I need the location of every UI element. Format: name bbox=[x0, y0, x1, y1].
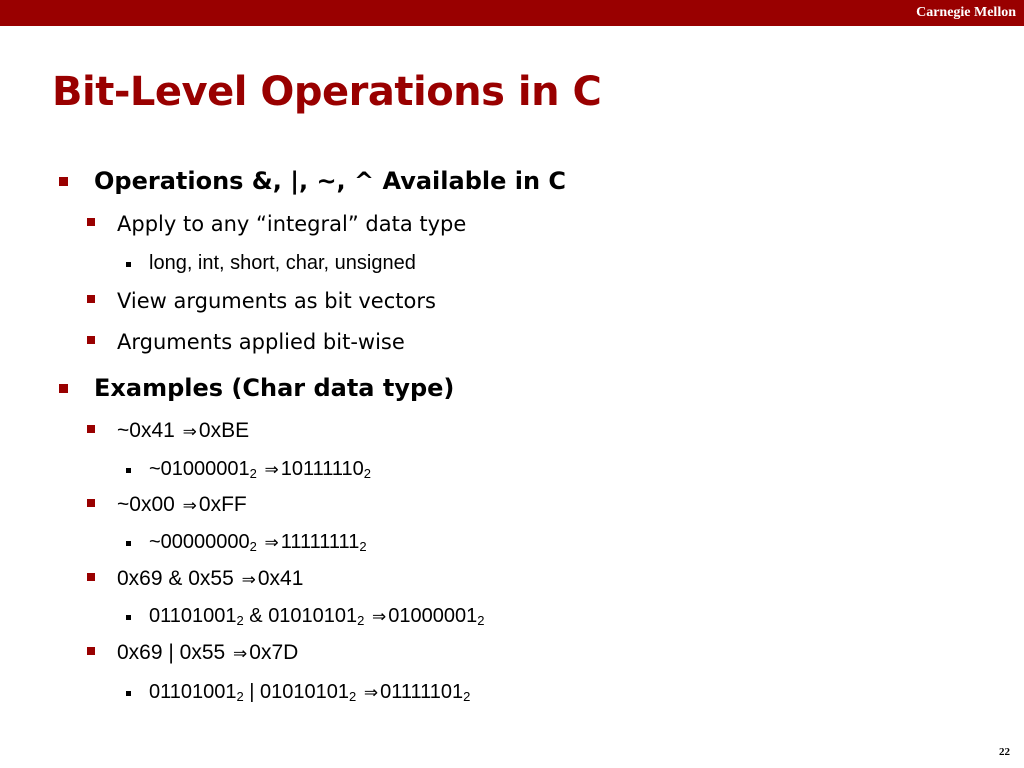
small-square-bullet-icon bbox=[126, 468, 131, 473]
base-subscript: 2 bbox=[349, 689, 357, 704]
example-4-binary-op: | bbox=[243, 681, 261, 703]
bullet-operations bbox=[94, 166, 566, 196]
example-3-binary-rhs: 01000001 bbox=[388, 605, 478, 627]
arrow-icon: ⇒ bbox=[233, 644, 248, 664]
small-square-bullet-icon bbox=[126, 615, 131, 620]
example-2-rhs: 0xFF bbox=[198, 493, 247, 516]
bullet-types-text: long, int, short, char, unsigned bbox=[149, 252, 416, 274]
base-subscript: 2 bbox=[477, 613, 485, 628]
square-bullet-icon bbox=[87, 336, 95, 344]
bullet-examples-text: Examples (Char data type) bbox=[94, 374, 455, 402]
bullet-apply bbox=[117, 211, 466, 237]
example-3-lhs: 0x69 & 0x55 bbox=[117, 567, 234, 590]
example-2-lhs: ~0x00 bbox=[117, 493, 175, 516]
example-2 bbox=[117, 492, 247, 519]
example-4-binary-rhs: 01111101 bbox=[380, 681, 464, 703]
bullet-examples bbox=[94, 373, 454, 403]
example-2-binary bbox=[149, 530, 367, 555]
arrow-icon: ⇒ bbox=[264, 533, 279, 553]
example-3-rhs: 0x41 bbox=[257, 567, 304, 590]
example-2-binary-rhs: 11111111 bbox=[280, 531, 360, 553]
example-4-rhs: 0x7D bbox=[249, 641, 299, 664]
page-number: 22 bbox=[999, 746, 1010, 758]
example-3-binary-op: & bbox=[243, 605, 269, 627]
base-subscript: 2 bbox=[236, 689, 244, 704]
example-3-binary-a: 01101001 bbox=[149, 605, 237, 627]
arrow-icon: ⇒ bbox=[241, 570, 256, 590]
base-subscript: 2 bbox=[249, 539, 257, 554]
square-bullet-icon bbox=[87, 573, 95, 581]
example-4-lhs: 0x69 | 0x55 bbox=[117, 641, 226, 664]
slide-title: Bit-Level Operations in C bbox=[52, 69, 602, 115]
base-subscript: 2 bbox=[236, 613, 244, 628]
base-subscript: 2 bbox=[359, 539, 367, 554]
bullet-view-text: View arguments as bit vectors bbox=[117, 289, 436, 313]
example-3-binary bbox=[149, 604, 484, 629]
base-subscript: 2 bbox=[249, 466, 257, 481]
example-1 bbox=[117, 418, 249, 445]
square-bullet-icon bbox=[87, 295, 95, 303]
base-subscript: 2 bbox=[463, 689, 471, 704]
bullet-operations-text: Operations &, |, ~, ^ Available in C bbox=[94, 167, 567, 195]
arrow-icon: ⇒ bbox=[182, 496, 197, 516]
example-2-binary-lhs: ~00000000 bbox=[149, 531, 250, 553]
arrow-icon: ⇒ bbox=[363, 683, 379, 703]
base-subscript: 2 bbox=[357, 613, 365, 628]
small-square-bullet-icon bbox=[126, 691, 131, 696]
example-1-binary bbox=[149, 457, 371, 482]
small-square-bullet-icon bbox=[126, 262, 131, 267]
bullet-types bbox=[149, 251, 416, 275]
bullet-bitwise bbox=[117, 329, 405, 355]
square-bullet-icon bbox=[87, 218, 95, 226]
bullet-bitwise-text: Arguments applied bit-wise bbox=[117, 330, 405, 354]
example-1-binary-lhs: ~01000001 bbox=[149, 458, 250, 480]
example-1-rhs: 0xBE bbox=[198, 419, 250, 442]
example-1-binary-rhs: 10111110 bbox=[280, 458, 364, 480]
header-bar bbox=[0, 0, 1024, 26]
base-subscript: 2 bbox=[363, 466, 371, 481]
bullet-view bbox=[117, 288, 436, 314]
square-bullet-icon bbox=[59, 384, 68, 393]
brand-label: Carnegie Mellon bbox=[916, 5, 1016, 20]
bullet-apply-text: Apply to any “integral” data type bbox=[117, 212, 467, 236]
arrow-icon: ⇒ bbox=[371, 607, 387, 627]
example-1-lhs: ~0x41 bbox=[117, 419, 175, 442]
example-4-binary-b: 01010101 bbox=[260, 681, 350, 703]
example-3 bbox=[117, 566, 303, 593]
arrow-icon: ⇒ bbox=[264, 460, 279, 480]
arrow-icon: ⇒ bbox=[182, 422, 197, 442]
example-4-binary-a: 01101001 bbox=[149, 681, 237, 703]
square-bullet-icon bbox=[59, 177, 68, 186]
example-4 bbox=[117, 640, 298, 667]
small-square-bullet-icon bbox=[126, 541, 131, 546]
square-bullet-icon bbox=[87, 499, 95, 507]
square-bullet-icon bbox=[87, 647, 95, 655]
example-3-binary-b: 01010101 bbox=[268, 605, 358, 627]
square-bullet-icon bbox=[87, 425, 95, 433]
example-4-binary bbox=[149, 680, 470, 705]
